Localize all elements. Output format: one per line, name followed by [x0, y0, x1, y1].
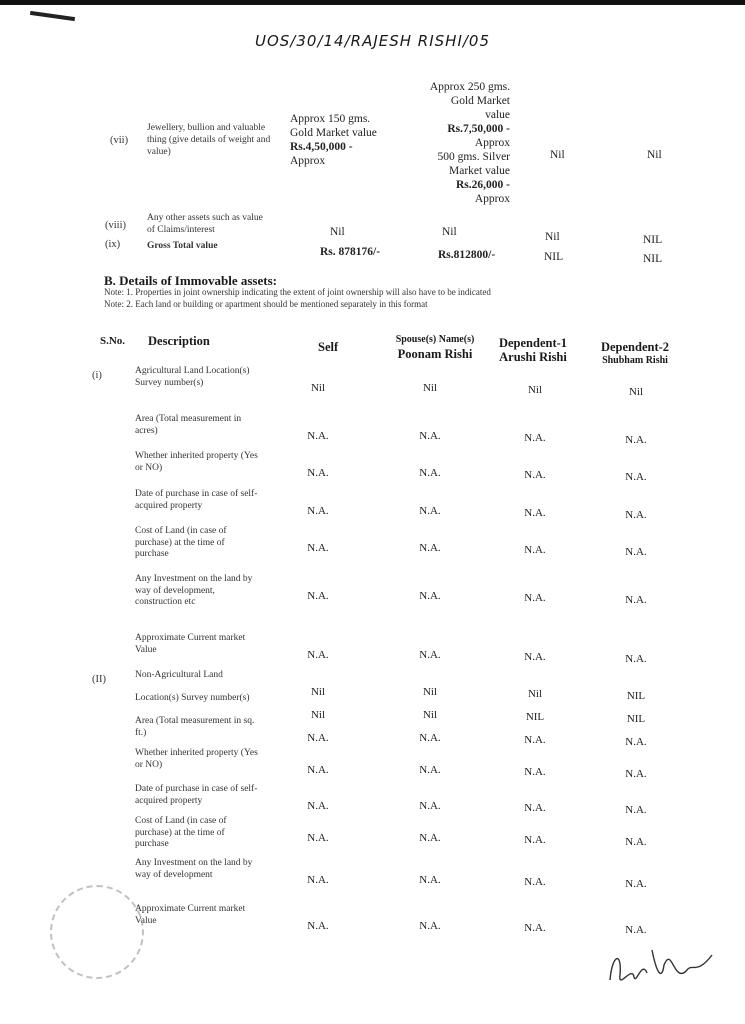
spouse-cell: N.A. [419, 590, 441, 602]
spouse-cell: N.A. [419, 430, 441, 442]
row-description: Approximate Current market Value [135, 633, 246, 655]
dep1-cell: NIL [525, 711, 545, 723]
self-cell: N.A. [307, 649, 329, 661]
round-seal-stamp-icon [50, 885, 144, 979]
dep2-cell: N.A. [625, 434, 647, 446]
self-cell: N.A. [307, 467, 329, 479]
row-description: Cost of Land (in case of purchase) at the time of purchase [135, 816, 227, 849]
spouse-cell: N.A. [419, 467, 441, 479]
dep1-jewellery-value: Nil [550, 149, 565, 161]
row-description: Any Investment on the land by way of development [135, 858, 253, 880]
col-header-dep2: Dependent-2 Shubham Rishi [600, 340, 670, 366]
dep1-cell: N.A. [524, 802, 546, 814]
self-other-assets: Nil [330, 226, 345, 238]
dep2-cell: N.A. [625, 509, 647, 521]
self-cell: N.A. [307, 832, 329, 844]
self-cell: N.A. [307, 874, 329, 886]
spouse-jewellery-value: Approx 250 gms. Gold Market value Rs.7,50,000 - Approx 500 gms. Silver Market value Rs.26,000 - Approx [429, 81, 510, 205]
spouse-cell: N.A. [419, 542, 441, 554]
self-cell: N.A. [307, 542, 329, 554]
self-cell: N.A. [307, 800, 329, 812]
dep1-cell: N.A. [524, 651, 546, 663]
dep1-cell: Nil [527, 688, 543, 700]
dep1-cell: N.A. [524, 507, 546, 519]
dep2-cell: N.A. [625, 594, 647, 606]
dep2-cell: N.A. [625, 836, 647, 848]
self-cell: N.A. [307, 732, 329, 744]
row-description: Cost of Land (in case of purchase) at the time of purchase [135, 526, 227, 559]
row-description: Non-Agricultural Land [135, 670, 223, 680]
col-header-self: Self [318, 340, 339, 354]
self-cell: Nil [310, 686, 326, 698]
spouse-cell: Nil [422, 709, 438, 721]
self-jewellery-value: Approx 150 gms. Gold Market value Rs.4,50,000 - Approx [290, 113, 377, 167]
spouse-cell: N.A. [419, 920, 441, 932]
dep2-cell: N.A. [625, 546, 647, 558]
row-description: Location(s) Survey number(s) [135, 693, 250, 703]
dep2-cell: N.A. [625, 804, 647, 816]
dep1-cell: N.A. [524, 469, 546, 481]
dep2-jewellery-value: Nil [647, 149, 662, 161]
col-header-sno: S.No. [100, 335, 126, 347]
self-cell: N.A. [307, 505, 329, 517]
scan-top-border [0, 0, 745, 5]
row-description: Area (Total measurement in sq. ft.) [135, 716, 255, 738]
col-header-spouse: Spouse(s) Name(s) Poonam Rishi [395, 334, 475, 361]
scan-mark [30, 11, 75, 21]
dep2-cell: NIL [626, 713, 646, 725]
spouse-gross-total: Rs.812800/- [438, 249, 496, 261]
dep2-gross-total: NIL [643, 253, 663, 265]
row-description: Any Investment on the land by way of development, construction etc [135, 574, 253, 607]
dep1-cell: N.A. [524, 766, 546, 778]
dep2-cell: NIL [626, 690, 646, 702]
spouse-other-assets: Nil [442, 226, 457, 238]
row-description: Date of purchase in case of self-acquired property [135, 489, 258, 511]
dep1-cell: N.A. [524, 432, 546, 444]
handwritten-signature-icon [602, 935, 722, 995]
col-header-description: Description [148, 334, 210, 348]
row-description: Whether inherited property (Yes or NO) [135, 748, 258, 770]
dep2-cell: N.A. [625, 471, 647, 483]
row-sno: (ix) [105, 239, 121, 250]
row-description: Area (Total measurement in acres) [135, 414, 242, 436]
row-sno: (i) [92, 370, 102, 381]
dep1-cell: N.A. [524, 544, 546, 556]
self-gross-total: Rs. 878176/- [320, 246, 381, 258]
dep2-cell: N.A. [625, 768, 647, 780]
row-description: Whether inherited property (Yes or NO) [135, 451, 258, 473]
dep1-cell: N.A. [524, 876, 546, 888]
self-cell: N.A. [307, 590, 329, 602]
row-description: Agricultural Land Location(s) Survey number(s) [135, 366, 250, 388]
dep1-cell: N.A. [524, 734, 546, 746]
spouse-cell: N.A. [419, 764, 441, 776]
note-2: Note: 2. Each land or building or apartment should be mentioned separately in this format [104, 299, 428, 309]
dep1-cell: N.A. [524, 592, 546, 604]
note-1: Note: 1. Properties in joint ownership indicating the extent of joint ownership will also have to be indicated [104, 287, 491, 297]
col-header-dep1: Dependent-1 Arushi Rishi [498, 336, 568, 364]
self-cell: N.A. [307, 430, 329, 442]
dep2-cell: N.A. [625, 924, 647, 936]
self-cell: Nil [310, 382, 326, 394]
row-description: Date of purchase in case of self-acquired property [135, 784, 258, 806]
spouse-cell: N.A. [419, 505, 441, 517]
dep2-other-assets: NIL [643, 234, 663, 246]
spouse-cell: N.A. [419, 732, 441, 744]
dep1-cell: N.A. [524, 834, 546, 846]
dep1-gross-total: NIL [544, 251, 564, 263]
dep2-cell: N.A. [625, 878, 647, 890]
row-sno: (viii) [105, 220, 126, 231]
self-cell: N.A. [307, 920, 329, 932]
spouse-cell: Nil [422, 382, 438, 394]
dep1-cell: N.A. [524, 922, 546, 934]
row-description: Approximate Current market Value [135, 904, 246, 926]
spouse-cell: N.A. [419, 874, 441, 886]
row-description: Any other assets such as value of Claims/interest [147, 213, 263, 235]
row-sno: (II) [92, 674, 106, 685]
dep2-cell: N.A. [625, 736, 647, 748]
row-sno: (vii) [110, 135, 129, 146]
dep2-cell: Nil [628, 386, 644, 398]
self-cell: Nil [310, 709, 326, 721]
spouse-cell: Nil [422, 686, 438, 698]
dep1-other-assets: Nil [545, 231, 560, 243]
dep2-cell: N.A. [625, 653, 647, 665]
spouse-cell: N.A. [419, 800, 441, 812]
handwritten-reference: UOS/30/14/RAJESH RISHI/05 [255, 32, 491, 50]
spouse-cell: N.A. [419, 649, 441, 661]
spouse-cell: N.A. [419, 832, 441, 844]
row-description: Jewellery, bullion and valuable thing (give details of weight and value) [147, 123, 271, 157]
row-description: Gross Total value [147, 241, 218, 251]
self-cell: N.A. [307, 764, 329, 776]
section-title: B. Details of Immovable assets: [104, 273, 277, 288]
dep1-cell: Nil [527, 384, 543, 396]
